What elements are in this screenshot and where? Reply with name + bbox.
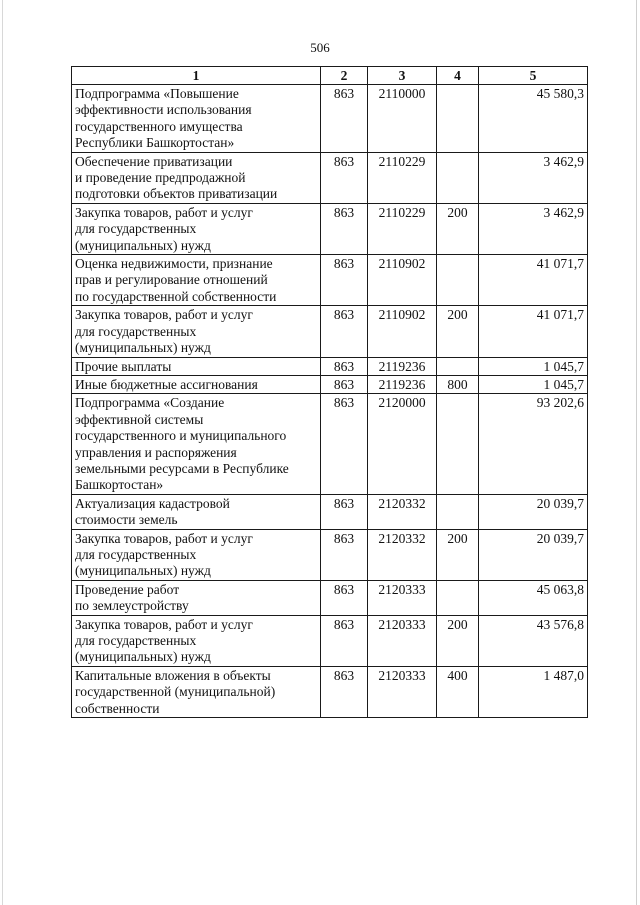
code-2-cell: 863 [321,85,368,153]
row-name-cell [72,580,321,615]
row-name-line: эффективности использования [75,102,252,118]
code-2-cell: 863 [321,255,368,306]
row-name-line: (муниципальных) нужд [75,237,211,253]
code-4-cell: 200 [437,306,479,357]
row-name-line: (муниципальных) нужд [75,649,211,665]
column-header-2: 2 [321,67,368,85]
row-name-cell [72,494,321,529]
amount-cell: 41 071,7 [479,255,588,306]
row-name-line: Закупка товаров, работ и услуг [75,204,253,220]
table-row [72,85,588,153]
row-name-line: Актуализация кадастровой [75,495,230,511]
amount-cell: 20 039,7 [479,529,588,580]
row-name-line: государственного и муниципального [75,428,287,444]
table-row [72,203,588,254]
code-3-cell: 2110902 [368,306,437,357]
table-row [72,152,588,203]
row-name-cell [72,152,321,203]
table-row [72,255,588,306]
table-row [72,615,588,666]
column-header-5: 5 [479,67,588,85]
amount-cell: 43 576,8 [479,615,588,666]
row-name-line: стоимости земель [75,512,178,528]
row-name-line: Закупка товаров, работ и услуг [75,307,253,323]
table-row [72,375,588,393]
code-3-cell: 2120332 [368,494,437,529]
page-edge-right [636,0,637,905]
row-name-line: прав и регулирование отношений [75,272,268,288]
code-4-cell [437,85,479,153]
row-name-line: управления и распоряжения [75,444,237,460]
column-header-1: 1 [72,67,321,85]
code-3-cell: 2119236 [368,375,437,393]
code-2-cell: 863 [321,152,368,203]
code-4-cell: 200 [437,529,479,580]
code-3-cell: 2120333 [368,615,437,666]
row-name-line: собственности [75,700,160,716]
table-row [72,306,588,357]
row-name-cell [72,615,321,666]
row-name-cell [72,394,321,494]
table-body [72,85,588,718]
code-4-cell: 200 [437,615,479,666]
row-name-line: по государственной собственности [75,288,277,304]
row-name-line: для государственных [75,323,197,339]
row-name-cell [72,357,321,375]
table-row [72,666,588,717]
code-4-cell [437,494,479,529]
row-name-line: и проведение предпродажной [75,170,246,186]
amount-cell: 1 487,0 [479,666,588,717]
row-name-line: Башкортостан» [75,477,164,493]
code-4-cell: 800 [437,375,479,393]
amount-cell: 41 071,7 [479,306,588,357]
table-row [72,494,588,529]
code-3-cell: 2120000 [368,394,437,494]
row-name-line: (муниципальных) нужд [75,340,211,356]
row-name-cell [72,203,321,254]
row-name-line: земельными ресурсами в Республике [75,460,289,476]
row-name-line: Прочие выплаты [75,358,172,374]
code-4-cell [437,394,479,494]
row-name-line: Подпрограмма «Создание [75,395,225,411]
code-2-cell: 863 [321,529,368,580]
code-2-cell: 863 [321,580,368,615]
row-name-line: эффективной системы [75,411,204,427]
page-edge-left [2,0,3,905]
code-2-cell: 863 [321,394,368,494]
amount-cell: 45 063,8 [479,580,588,615]
code-2-cell: 863 [321,306,368,357]
code-3-cell: 2120333 [368,580,437,615]
row-name-line: Оценка недвижимости, признание [75,256,273,272]
code-2-cell: 863 [321,203,368,254]
column-header-3: 3 [368,67,437,85]
code-3-cell: 2110229 [368,203,437,254]
table-row [72,357,588,375]
row-name-line: Проведение работ [75,581,180,597]
row-name-cell [72,529,321,580]
row-name-line: Закупка товаров, работ и услуг [75,616,253,632]
row-name-line: государственного имущества [75,118,243,134]
row-name-line: Подпрограмма «Повышение [75,86,239,101]
row-name-line: для государственных [75,546,197,562]
code-3-cell: 2120333 [368,666,437,717]
row-name-cell [72,85,321,153]
code-2-cell: 863 [321,666,368,717]
code-4-cell: 400 [437,666,479,717]
table-header-row [72,67,588,85]
table-row [72,580,588,615]
row-name-line: государственной (муниципальной) [75,684,276,700]
code-4-cell: 200 [437,203,479,254]
row-name-cell [72,255,321,306]
amount-cell: 3 462,9 [479,152,588,203]
row-name-line: по землеустройству [75,598,189,614]
code-3-cell: 2120332 [368,529,437,580]
code-2-cell: 863 [321,615,368,666]
row-name-line: Закупка товаров, работ и услуг [75,530,253,546]
code-3-cell: 2110902 [368,255,437,306]
page-number: 506 [310,40,330,55]
row-name-cell [72,375,321,393]
table-row [72,529,588,580]
column-header-4: 4 [437,67,479,85]
row-name-line: Республики Башкортостан» [75,135,235,151]
amount-cell: 20 039,7 [479,494,588,529]
code-2-cell: 863 [321,375,368,393]
code-2-cell: 863 [321,357,368,375]
amount-cell: 93 202,6 [479,394,588,494]
code-2-cell: 863 [321,494,368,529]
code-3-cell: 2110229 [368,152,437,203]
amount-cell: 45 580,3 [479,85,588,153]
code-3-cell: 2110000 [368,85,437,153]
code-4-cell [437,357,479,375]
row-name-line: для государственных [75,221,197,237]
code-4-cell [437,152,479,203]
row-name-line: подготовки объектов приватизации [75,186,278,202]
row-name-line: Капитальные вложения в объекты [75,667,271,683]
code-4-cell [437,580,479,615]
row-name-line: (муниципальных) нужд [75,563,211,579]
row-name-cell [72,306,321,357]
code-4-cell [437,255,479,306]
budget-table [71,66,588,718]
row-name-line: Обеспечение приватизации [75,153,233,169]
row-name-line: для государственных [75,633,197,648]
code-3-cell: 2119236 [368,357,437,375]
table-row [72,394,588,494]
amount-cell: 3 462,9 [479,203,588,254]
row-name-line: Иные бюджетные ассигнования [75,376,258,392]
amount-cell: 1 045,7 [479,375,588,393]
row-name-cell [72,666,321,717]
amount-cell: 1 045,7 [479,357,588,375]
